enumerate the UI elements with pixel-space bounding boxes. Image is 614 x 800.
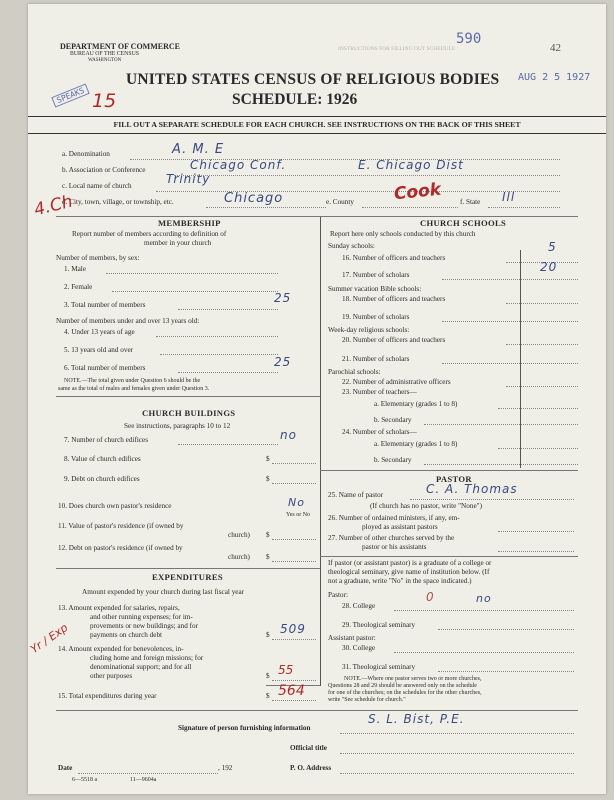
- column-divider: [320, 216, 321, 686]
- schools-heading: CHURCH SCHOOLS: [420, 218, 507, 228]
- q10-residence-value[interactable]: No: [288, 496, 305, 509]
- association-label: b. Association or Conference: [62, 166, 146, 174]
- assistant-pastor-subheading: Assistant pastor:: [328, 634, 376, 642]
- graduate-note-3: not a graduate, write "No" in the space indicated.): [328, 577, 472, 585]
- local-name-value[interactable]: Trinity: [166, 172, 211, 186]
- q14-dollar: $: [266, 672, 270, 680]
- denomination-value[interactable]: A. M. E: [172, 142, 225, 157]
- q24-label: 24. Number of scholars—: [342, 428, 417, 436]
- schools-intro: Report here only schools conducted by this church: [330, 230, 476, 238]
- q14-value[interactable]: 55: [278, 663, 294, 677]
- q13-line-1: 13. Amount expended for salaries, repairs,: [58, 604, 180, 612]
- q14-line-2: cluding home and foreign missions; for: [90, 654, 204, 662]
- faded-back-header: INSTRUCTIONS FOR FILLING OUT SCHEDULE: [338, 46, 456, 52]
- corner-number: 42: [550, 42, 561, 54]
- q5-over-13-label: 5. 13 years old and over: [64, 346, 134, 354]
- parochial-schools-label: Parochial schools:: [328, 368, 381, 376]
- membership-note-line-1: NOTE.—The total given under Question 6 should be the: [64, 378, 201, 384]
- speaks-stamp: SPEAKS: [51, 83, 89, 107]
- date-year: , 192: [218, 764, 233, 772]
- q14-line-3: denominational support; and for all: [90, 663, 192, 671]
- q4-under-13-label: 4. Under 13 years of age: [64, 328, 135, 336]
- form-number: 6—5518 a: [72, 777, 98, 783]
- q8-dollar: $: [266, 455, 270, 463]
- q15-dollar: $: [266, 692, 270, 700]
- q17-label: 17. Number of scholars: [342, 271, 410, 279]
- pastor-note-2: Questions 28 and 29 should be answered only on the schedule: [328, 683, 477, 689]
- instruction-banner: FILL OUT A SEPARATE SCHEDULE FOR EACH CHURCH. SEE INSTRUCTIONS ON THE BACK OF THIS SHEET: [28, 116, 606, 134]
- local-name-label: c. Local name of church: [62, 182, 132, 190]
- q3-total-label: 3. Total number of members: [64, 301, 146, 309]
- graduate-note-2: theological seminary, give name of institution below. (If: [328, 568, 490, 576]
- q20-label: 20. Number of officers and teachers: [342, 336, 446, 344]
- q23b-label: b. Secondary: [374, 416, 412, 424]
- bureau-label: BUREAU OF THE CENSUS: [70, 51, 139, 57]
- q28-label: 28. College: [342, 602, 376, 610]
- q14-line-4: other purposes: [90, 672, 133, 680]
- form-subtitle: SCHEDULE: 1926: [232, 91, 358, 108]
- pastor-note-3: for one of the churches; on the schedules for the other churches,: [328, 690, 482, 696]
- q15-total-label: 15. Total expenditures during year: [58, 692, 157, 700]
- membership-intro-1: Report number of members according to definition of: [72, 230, 227, 238]
- members-by-sex-label: Number of members, by sex:: [56, 254, 140, 262]
- q23-label: 23. Number of teachers—: [342, 388, 417, 396]
- q26-line-2: ployed as assistant pastors: [362, 523, 438, 531]
- q1-male-label: 1. Male: [64, 265, 86, 273]
- q10-residence-label: 10. Does church own pastor's residence: [58, 502, 172, 510]
- q12-dollar: $: [266, 553, 270, 561]
- city-value[interactable]: Chicago: [224, 191, 284, 206]
- q12-label-line-1: 12. Debt on pastor's residence (if owned by: [58, 544, 183, 552]
- department-label: DEPARTMENT OF COMMERCE: [60, 42, 181, 51]
- pastor-subheading: Pastor:: [328, 591, 348, 599]
- q16-value[interactable]: 5: [548, 240, 557, 254]
- date-label: Date: [58, 764, 73, 772]
- q21-label: 21. Number of scholars: [342, 355, 410, 363]
- summer-schools-label: Summer vacation Bible schools:: [328, 285, 422, 293]
- pastor-note-1: NOTE.—Where one pastor serves two or more churches,: [344, 676, 482, 682]
- signature-label: Signature of person furnishing information: [178, 724, 311, 732]
- buildings-subheading: See instructions, paragraphs 10 to 12: [124, 422, 231, 430]
- county-label: e. County: [326, 198, 354, 206]
- stamp-number: 590: [456, 31, 482, 47]
- membership-intro-2: member in your church: [144, 239, 212, 247]
- expenditures-subheading: Amount expended by your church during last fiscal year: [82, 588, 245, 596]
- q11-label-line-1: 11. Value of pastor's residence (if owned by: [58, 522, 184, 530]
- membership-heading: MEMBERSHIP: [158, 218, 221, 228]
- q2-female-label: 2. Female: [64, 283, 93, 291]
- yes-no-hint: Yes or No: [286, 512, 311, 518]
- district-value[interactable]: E. Chicago Dist: [358, 158, 464, 172]
- section-rule-top: [56, 216, 578, 217]
- q18-label: 18. Number of officers and teachers: [342, 295, 446, 303]
- q9-debt-label: 9. Debt on church edifices: [64, 475, 140, 483]
- speaks-number: 15: [92, 90, 117, 112]
- association-value[interactable]: Chicago Conf.: [190, 158, 287, 172]
- q25-label: 25. Name of pastor: [328, 491, 384, 499]
- denomination-label: a. Denomination: [62, 150, 110, 158]
- q6-total-label: 6. Total number of members: [64, 364, 146, 372]
- margin-note-red: 4.Ch: [32, 191, 75, 221]
- q13-line-4: payments on church debt: [90, 631, 163, 639]
- q15-total-value[interactable]: 564: [278, 683, 305, 699]
- q8-value-label: 8. Value of church edifices: [64, 455, 141, 463]
- pastor-heading: PASTOR: [436, 474, 472, 484]
- q9-dollar: $: [266, 475, 270, 483]
- pastor-name-value[interactable]: C. A. Thomas: [426, 482, 518, 496]
- q29-label: 29. Theological seminary: [342, 621, 416, 629]
- pastor-note-4: write "See schedule for church.": [328, 697, 406, 703]
- q19-label: 19. Number of scholars: [342, 313, 410, 321]
- q14-line-1: 14. Amount expended for benevolences, in-: [58, 645, 184, 653]
- po-address-label: P. O. Address: [290, 764, 332, 772]
- q23a-label: a. Elementary (grades 1 to 8): [374, 400, 458, 408]
- q27-line-2: pastor or his assistants: [362, 543, 427, 551]
- weekday-schools-label: Week-day religious schools:: [328, 326, 410, 334]
- q16-label: 16. Number of officers and teachers: [342, 254, 446, 262]
- members-under-over-label: Number of members under and over 13 years old:: [56, 317, 200, 325]
- q6-total-value[interactable]: 25: [274, 355, 292, 369]
- q28-value[interactable]: 0: [426, 590, 435, 604]
- q25-hint: (If church has no pastor, write "None"): [370, 502, 482, 510]
- q13-line-3: provements or new buildings; and for: [90, 622, 198, 630]
- q11-dollar: $: [266, 531, 270, 539]
- q11-label-line-2: church): [228, 531, 250, 539]
- q22-label: 22. Number of administrative officers: [342, 378, 451, 386]
- official-title-label: Official title: [290, 744, 327, 752]
- census-schedule-form: [28, 4, 606, 794]
- membership-note-line-2: same as the total of males and females given under Question 3.: [58, 386, 210, 392]
- expenditures-heading: EXPENDITURES: [152, 572, 223, 582]
- q27-line-1: 27. Number of other churches served by the: [328, 534, 455, 542]
- q7-edifices-label: 7. Number of church edifices: [64, 436, 149, 444]
- q31-label: 31. Theological seminary: [342, 663, 416, 671]
- q26-line-1: 26. Number of ordained ministers, if any, em-: [328, 514, 460, 522]
- q13-line-2: and other running expenses; for im-: [90, 613, 193, 621]
- q13-value[interactable]: 509: [280, 622, 306, 636]
- date-received-stamp: AUG 2 5 1927: [518, 72, 591, 83]
- graduate-note-1: If pastor (or assistant pastor) is a graduate of a college or: [328, 559, 492, 567]
- form-title: UNITED STATES CENSUS OF RELIGIOUS BODIES: [126, 71, 500, 88]
- state-label: f. State: [460, 198, 481, 206]
- q7-edifices-value[interactable]: no: [280, 428, 297, 442]
- q30-label: 30. College: [342, 644, 376, 652]
- sunday-schools-label: Sunday schools:: [328, 242, 375, 250]
- signature-value[interactable]: S. L. Bist, P.E.: [368, 712, 465, 726]
- city-field-label: d. City, town, village, or township, etc.: [62, 198, 174, 206]
- q28-value-2[interactable]: no: [476, 592, 492, 605]
- q17-value[interactable]: 20: [540, 260, 558, 274]
- q24b-label: b. Secondary: [374, 456, 412, 464]
- state-value[interactable]: Ill: [502, 190, 516, 204]
- q12-label-line-2: church): [228, 553, 250, 561]
- county-value[interactable]: Cook: [393, 179, 443, 205]
- buildings-heading: CHURCH BUILDINGS: [142, 408, 236, 418]
- q13-dollar: $: [266, 631, 270, 639]
- expenditures-margin-note: Yr / Exp: [28, 621, 71, 656]
- print-code: 11—9604a: [130, 777, 157, 783]
- q24a-label: a. Elementary (grades 1 to 8): [374, 440, 458, 448]
- city-label: WASHINGTON: [88, 58, 122, 63]
- q3-total-value[interactable]: 25: [274, 291, 292, 305]
